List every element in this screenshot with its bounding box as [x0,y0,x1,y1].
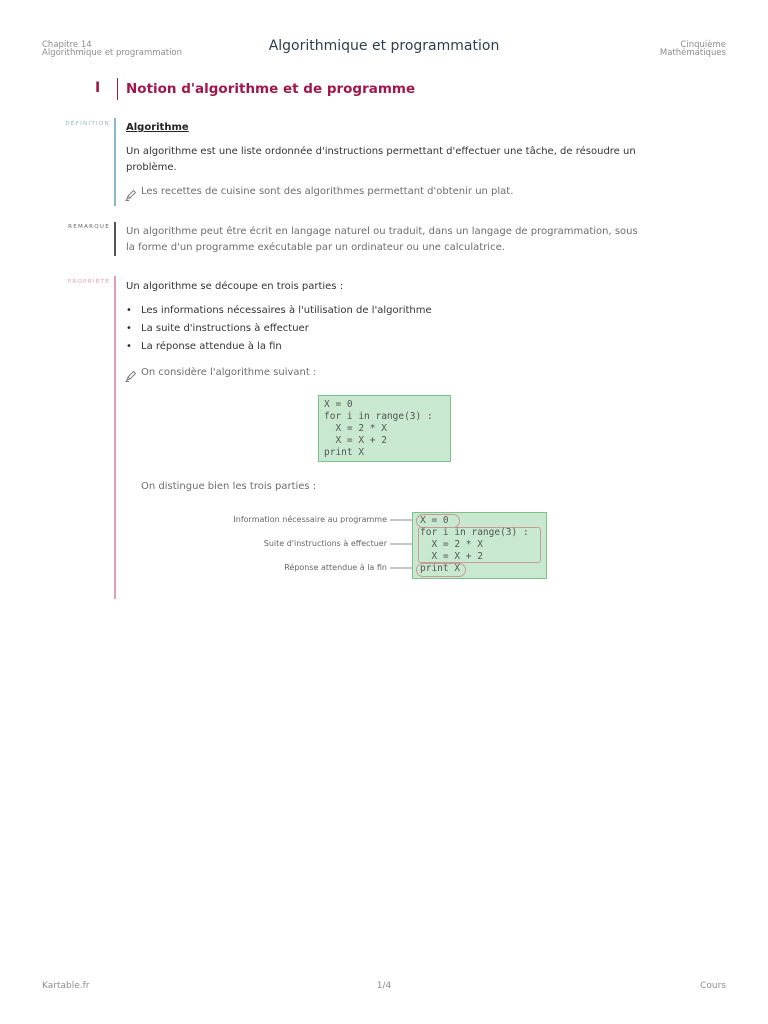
bullet-marker: • [126,305,132,316]
property-tag: PROPRIÉTÉ [67,279,110,285]
code-line: print X [420,563,461,574]
property-bar [114,276,116,599]
bullet-marker: • [126,341,132,352]
list-item: La suite d'instructions à effectuer [141,323,309,334]
list-item: La réponse attendue à la fin [141,341,282,352]
subject-label: Mathématiques [659,48,726,58]
definition-tag: DÉFINITION [65,121,110,127]
code-block [318,395,451,462]
definition-text-2: problème. [126,162,177,173]
code-line: X = 0 [420,515,449,526]
section-divider [117,78,118,100]
code-line: X = X + 2 [420,551,483,562]
footer-type: Cours [700,981,726,991]
footer-page-number: 1/4 [376,981,392,991]
annotation-label: Suite d'instructions à effectuer [263,539,387,548]
annotation-label: Réponse attendue à la fin [284,563,387,572]
code-line: X = 2 * X [420,539,483,550]
definition-text-1: Un algorithme est une liste ordonnée d'instructions permettant d'effectuer une tâche, de résoudre un [126,146,636,157]
remark-tag: REMARQUE [68,224,110,230]
code-line: X = X + 2 [324,435,387,446]
code-line: X = 0 [324,399,353,410]
section-number: I [95,80,101,96]
example-intro: On considère l'algorithme suivant : [141,367,317,378]
remark-text-1: Un algorithme peut être écrit en langage naturel ou traduit, dans un langage de programmation, sous [126,226,638,237]
code-line: for i in range(3) : [420,527,529,538]
code-line: X = 2 * X [324,423,387,434]
property-intro: Un algorithme se découpe en trois parties : [126,281,344,292]
pencil-icon [125,367,137,379]
remark-text-2: la forme d'un programme exécutable par un ordinateur ou une calculatrice. [126,242,505,253]
pencil-icon [125,186,137,198]
page-title: Algorithmique et programmation [268,38,500,54]
annotation-label: Information nécessaire au programme [233,515,387,524]
code-line: print X [324,447,365,458]
level-label: Cinquième [680,40,726,50]
section-title: Notion d'algorithme et de programme [126,81,416,97]
list-item: Les informations nécessaires à l'utilisation de l'algorithme [141,305,432,316]
chapter-label: Chapitre 14 [42,40,92,50]
distinguish-text: On distingue bien les trois parties : [141,481,317,492]
definition-example: Les recettes de cuisine sont des algorithmes permettant d'obtenir un plat. [141,186,514,197]
definition-heading: Algorithme [126,122,189,133]
code-line: for i in range(3) : [324,411,433,422]
bullet-marker: • [126,323,132,334]
annotated-code-block [412,512,547,579]
definition-bar [114,118,116,206]
chapter-subtitle: Algorithmique et programmation [42,48,183,58]
remark-bar [114,222,116,256]
footer-site: Kartable.fr [42,981,90,991]
